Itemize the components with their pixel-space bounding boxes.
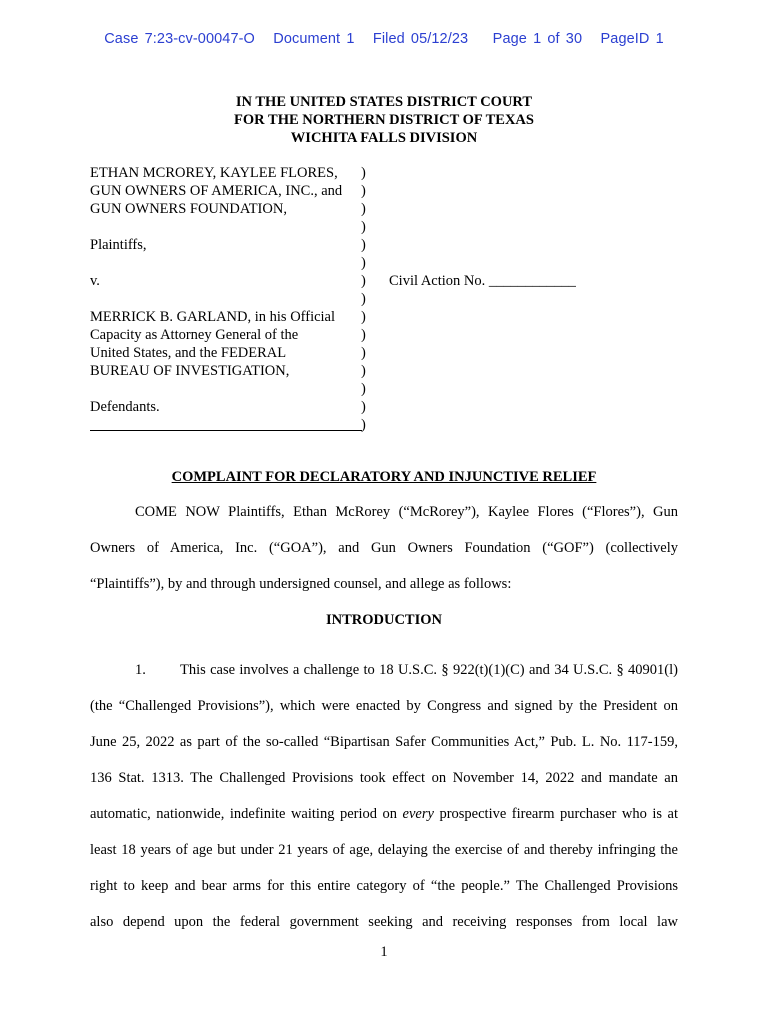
plaintiffs-label: Plaintiffs, [90, 237, 147, 253]
paragraph-1-line-4: 136 Stat. 1313. The Challenged Provisions took effect on November 14, 2022 and mandate an [90, 770, 678, 786]
paragraph-1-line-6: least 18 years of age but under 21 years of age, delaying the exercise of and thereby infringing the [90, 842, 678, 858]
paragraph-number: 1. [135, 662, 146, 678]
defendant-line-2: Capacity as Attorney General of the [90, 327, 299, 343]
ecf-filing-header: Case 7:23-cv-00047-O Document 1 Filed 05/12/23 Page 1 of 30 PageID 1 [104, 31, 664, 47]
opening-line-1: COME NOW Plaintiffs, Ethan McRorey (“McRorey”), Kaylee Flores (“Flores”), Gun [135, 504, 678, 520]
caption-underline-rule [90, 430, 362, 431]
paren: ) [361, 165, 366, 181]
paren: ) [361, 381, 366, 397]
paren: ) [361, 273, 366, 289]
paren: ) [361, 183, 366, 199]
paragraph-1-line-1 [90, 652, 678, 688]
paragraph-1-line-7: right to keep and bear arms for this entire category of “the people.” The Challenged Provisions [90, 878, 678, 894]
caption-parentheses [361, 164, 366, 434]
paragraph-1 [90, 652, 678, 940]
paragraph-1-line-1-text: This case involves a challenge to 18 U.S.C. § 922(t)(1)(C) and 34 U.S.C. § 40901(l) [180, 662, 678, 678]
complaint-title: COMPLAINT FOR DECLARATORY AND INJUNCTIVE RELIEF [171, 469, 597, 485]
court-line-2: FOR THE NORTHERN DISTRICT OF TEXAS [234, 112, 534, 128]
line-5-post: prospective firearm purchaser who is at [433, 806, 678, 822]
case-caption-parties [90, 164, 362, 416]
paren: ) [361, 255, 366, 271]
court-heading [0, 93, 768, 147]
paren: ) [361, 237, 366, 253]
paragraph-1-line-2: (the “Challenged Provisions”), which were enacted by Congress and signed by the President on [90, 698, 678, 714]
paren: ) [361, 327, 366, 343]
plaintiff-line-1: ETHAN MCROREY, KAYLEE FLORES, [90, 165, 338, 181]
paren: ) [361, 417, 366, 433]
defendant-line-1: MERRICK B. GARLAND, in his Official [90, 309, 336, 325]
paragraph-1-line-8: also depend upon the federal government seeking and receiving responses from local law [90, 914, 678, 930]
paren: ) [361, 309, 366, 325]
paren: ) [361, 291, 366, 307]
paren: ) [361, 399, 366, 415]
versus-label: v. [90, 273, 100, 289]
paren: ) [361, 363, 366, 379]
opening-line-3: “Plaintiffs”), by and through undersigned counsel, and allege as follows: [90, 576, 512, 592]
plaintiff-line-2: GUN OWNERS OF AMERICA, INC., and [90, 183, 343, 199]
page-number: 1 [380, 944, 388, 960]
paragraph-1-line-5 [90, 796, 678, 832]
paren: ) [361, 219, 366, 235]
civil-action-number: Civil Action No. ____________ [389, 273, 576, 289]
opening-paragraph [90, 494, 678, 602]
court-line-1: IN THE UNITED STATES DISTRICT COURT [235, 94, 533, 110]
plaintiff-line-3: GUN OWNERS FOUNDATION, [90, 201, 287, 217]
opening-line-2: Owners of America, Inc. (“GOA”), and Gun Owners Foundation (“GOF”) (collectively [90, 540, 678, 556]
paren: ) [361, 201, 366, 217]
court-line-3: WICHITA FALLS DIVISION [290, 130, 478, 146]
emphasis-every: every [402, 806, 434, 822]
introduction-heading: INTRODUCTION [325, 612, 442, 628]
defendants-label: Defendants. [90, 399, 160, 415]
paragraph-1-line-3: June 25, 2022 as part of the so-called “Bipartisan Safer Communities Act,” Pub. L. No. 117-159, [90, 734, 678, 750]
defendant-line-4: BUREAU OF INVESTIGATION, [90, 363, 290, 379]
defendant-line-3: United States, and the FEDERAL [90, 345, 287, 361]
paren: ) [361, 345, 366, 361]
line-5-pre: automatic, nationwide, indefinite waiting period on [90, 806, 403, 822]
